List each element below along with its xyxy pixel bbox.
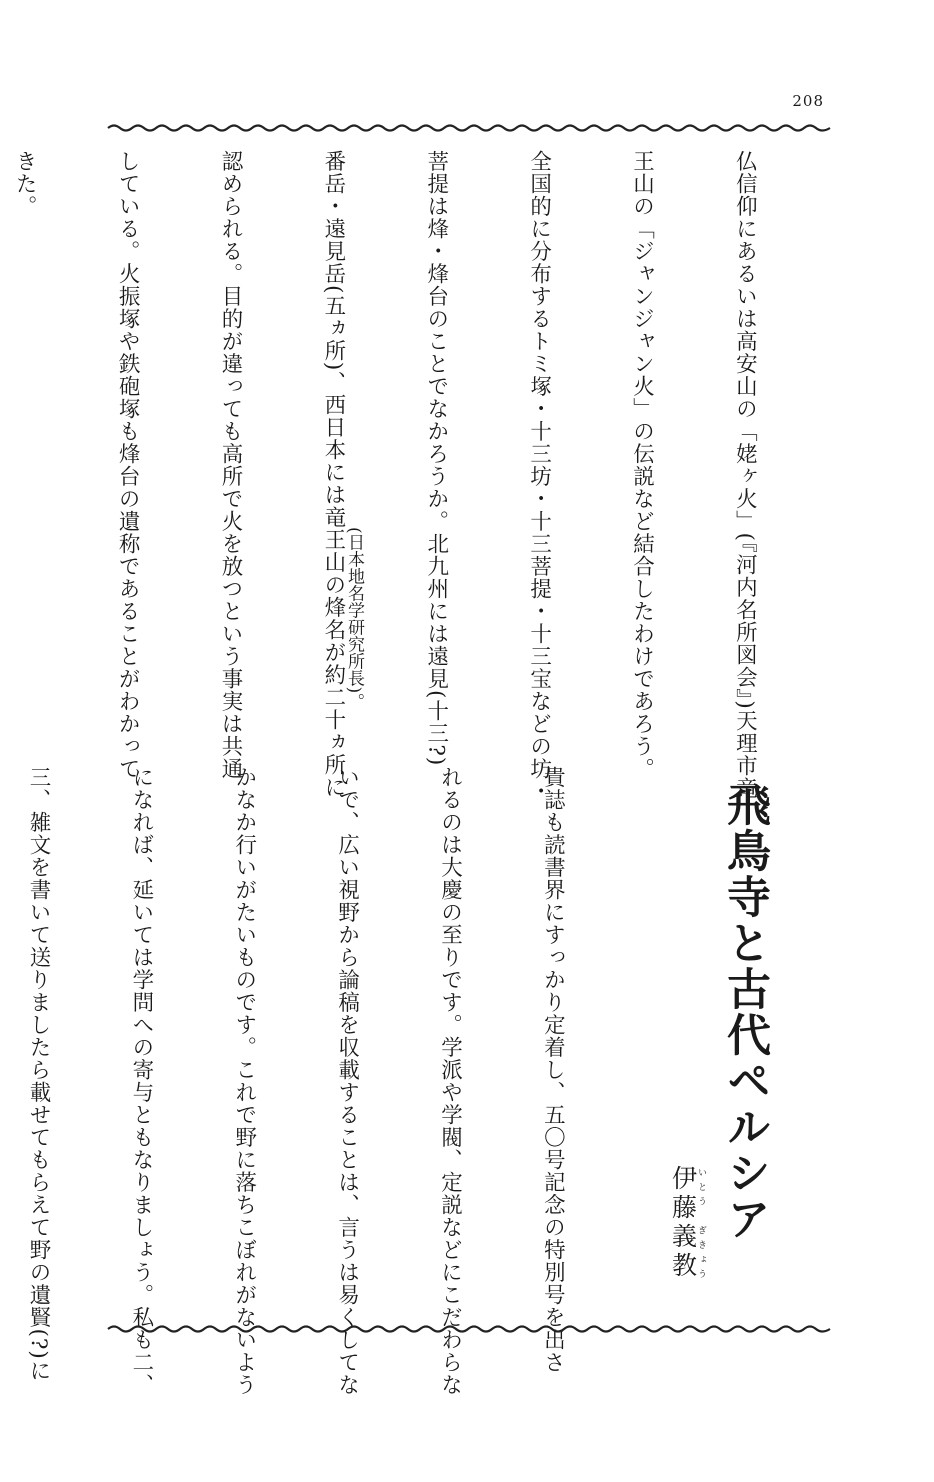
author-reading: いとう ぎきょう bbox=[696, 1165, 706, 1281]
text-line: きた。 bbox=[12, 150, 38, 218]
text-line: になれば、延いては学問への寄与ともなりましょう。私も二、 bbox=[128, 766, 154, 1396]
article-title: 飛鳥寺と古代ペルシア bbox=[719, 782, 770, 1242]
text-line: かなか行いがたいものです。これで野に落ちこぼれがないよう bbox=[231, 766, 257, 1396]
text-line: 認められる。目的が違っても高所で火を放つという事実は共通 bbox=[217, 150, 243, 780]
top-ornamental-rule bbox=[108, 121, 830, 135]
text-line: 菩提は烽・烽台のことでなかろうか。北九州には遠見(十三?) bbox=[423, 150, 449, 767]
text-line: いで、広い視野から論稿を収載することは、言うは易くしてな bbox=[334, 766, 360, 1396]
article-body-text bbox=[25, 766, 638, 1396]
article-author bbox=[662, 1165, 706, 1315]
upper-essay-text bbox=[12, 150, 830, 803]
text-line: 全国的に分布するトミ塚・十三坊・十三菩提・十三宝などの坊・ bbox=[526, 150, 552, 803]
text-line: 三、雑文を書いて送りましたら載せてもらえて野の遺賢(?)に bbox=[25, 766, 51, 1383]
text-line: 王山の「ジャンジャン火」の伝説など結合したわけであろう。 bbox=[629, 150, 655, 780]
bottom-ornamental-rule bbox=[108, 1322, 830, 1336]
text-line: 仏信仰にあるいは高安山の「姥ヶ火」(『河内名所図会』)天理市竜 bbox=[732, 150, 758, 800]
text-line: している。火振塚や鉄砲塚も烽台の遺称であることがわかって bbox=[115, 150, 141, 780]
text-line: 番岳・遠見岳(五ヵ所)、西日本には竜王山の烽名が約二十ヵ所に bbox=[320, 150, 346, 799]
text-line: れるのは大慶の至りです。学派や学閥、定説などにこだわらな bbox=[437, 766, 463, 1396]
page-number: 208 bbox=[792, 92, 824, 110]
text-line: 貴誌も読書界にすっかり定着し、五〇号記念の特別号を出さ bbox=[540, 766, 566, 1374]
author-name: 伊藤義教 bbox=[668, 1165, 698, 1281]
author-affiliation-signature: (日本地名学研究所長)。 bbox=[344, 527, 364, 711]
